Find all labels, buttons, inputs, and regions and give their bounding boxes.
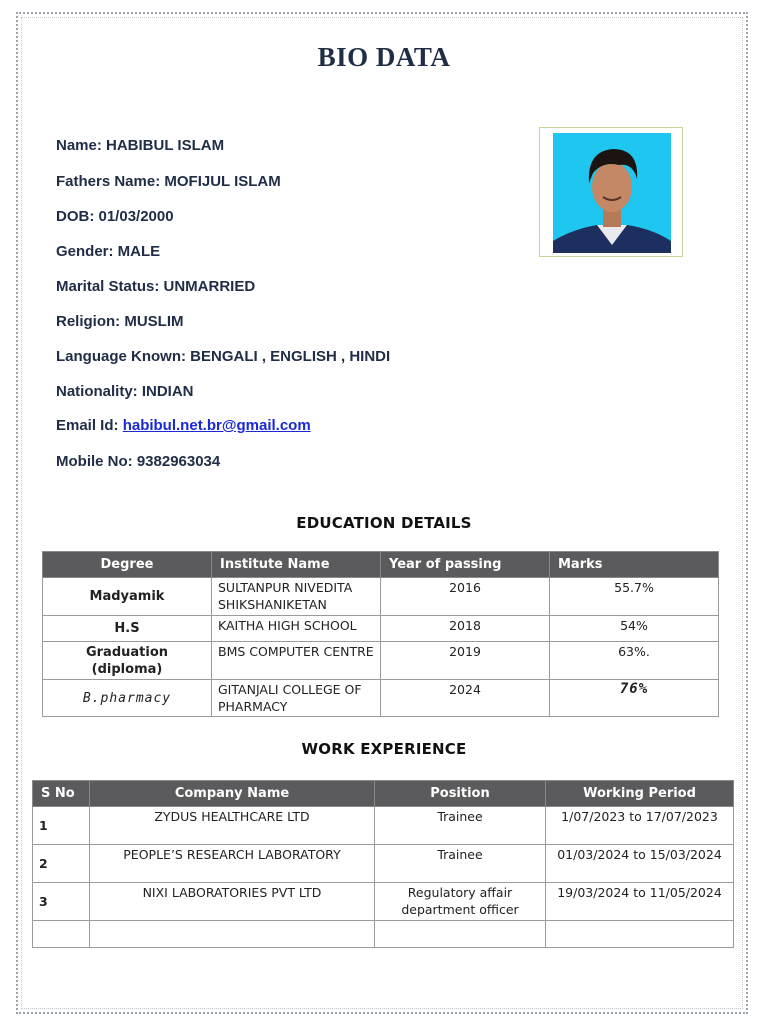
table-row — [43, 616, 719, 642]
period-cell: 19/03/2024 to 11/05/2024 — [546, 883, 734, 921]
table-row — [33, 883, 734, 921]
year-cell: 2016 — [381, 578, 550, 616]
marks-cell: 76% — [550, 680, 719, 717]
religion-field: Religion: MUSLIM — [56, 313, 184, 330]
period-cell: 1/07/2023 to 17/07/2023 — [546, 807, 734, 845]
work-heading: WORK EXPERIENCE — [301, 740, 467, 758]
work-experience-table — [32, 780, 734, 948]
institute-cell: SULTANPUR NIVEDITA SHIKSHANIKETAN — [212, 578, 381, 616]
table-row — [43, 680, 719, 717]
education-header-row — [43, 552, 719, 578]
dob-field: DOB: 01/03/2000 — [56, 208, 174, 225]
company-cell: NIXI LABORATORIES PVT LTD — [90, 883, 375, 921]
marks-cell: 63%. — [550, 642, 719, 680]
year-cell: 2019 — [381, 642, 550, 680]
position-cell: Trainee — [375, 807, 546, 845]
degree-cell: B.pharmacy — [43, 680, 212, 717]
fathers-name-field: Fathers Name: MOFIJUL ISLAM — [56, 173, 281, 190]
profile-photo — [553, 133, 671, 253]
education-heading: EDUCATION DETAILS — [296, 514, 472, 532]
languages-field: Language Known: BENGALI , ENGLISH , HINDI — [56, 348, 391, 365]
table-row-empty — [33, 921, 734, 948]
empty-cell — [546, 921, 734, 948]
position-cell: Regulatory affair department officer — [375, 883, 546, 921]
degree-cell: Graduation (diploma) — [43, 642, 212, 680]
year-cell: 2024 — [381, 680, 550, 717]
col-institute: Institute Name — [212, 552, 381, 578]
gender-field: Gender: MALE — [56, 243, 161, 260]
photo-frame — [539, 127, 683, 257]
col-company: Company Name — [90, 781, 375, 807]
table-row — [43, 578, 719, 616]
col-sno: S No — [33, 781, 90, 807]
name-field: Name: HABIBUL ISLAM — [56, 137, 225, 154]
empty-cell — [90, 921, 375, 948]
nationality-field: Nationality: INDIAN — [56, 383, 194, 400]
work-header-row — [33, 781, 734, 807]
marital-status-field: Marital Status: UNMARRIED — [56, 278, 256, 295]
email-field — [56, 417, 311, 434]
table-row — [33, 845, 734, 883]
mobile-field: Mobile No: 9382963034 — [56, 453, 221, 470]
sno-cell: 1 — [33, 807, 90, 845]
empty-cell — [33, 921, 90, 948]
education-table — [42, 551, 719, 717]
sno-cell: 2 — [33, 845, 90, 883]
table-row — [43, 642, 719, 680]
col-year: Year of passing — [381, 552, 550, 578]
company-cell: ZYDUS HEALTHCARE LTD — [90, 807, 375, 845]
sno-cell: 3 — [33, 883, 90, 921]
period-cell: 01/03/2024 to 15/03/2024 — [546, 845, 734, 883]
position-cell: Trainee — [375, 845, 546, 883]
institute-cell: BMS COMPUTER CENTRE — [212, 642, 381, 680]
col-marks: Marks — [550, 552, 719, 578]
degree-cell: Madyamik — [43, 578, 212, 616]
company-cell: PEOPLE’S RESEARCH LABORATORY — [90, 845, 375, 883]
person-portrait-icon — [553, 133, 671, 253]
page-title: BIO DATA — [317, 42, 451, 72]
table-row — [33, 807, 734, 845]
institute-cell: KAITHA HIGH SCHOOL — [212, 616, 381, 642]
marks-cell: 54% — [550, 616, 719, 642]
institute-cell: GITANJALI COLLEGE OF PHARMACY — [212, 680, 381, 717]
empty-cell — [375, 921, 546, 948]
email-label: Email Id: — [56, 417, 123, 434]
col-position: Position — [375, 781, 546, 807]
marks-cell: 55.7% — [550, 578, 719, 616]
col-degree: Degree — [43, 552, 212, 578]
col-period: Working Period — [546, 781, 734, 807]
email-link[interactable]: habibul.net.br@gmail.com — [122, 417, 311, 434]
degree-cell: H.S — [43, 616, 212, 642]
year-cell: 2018 — [381, 616, 550, 642]
